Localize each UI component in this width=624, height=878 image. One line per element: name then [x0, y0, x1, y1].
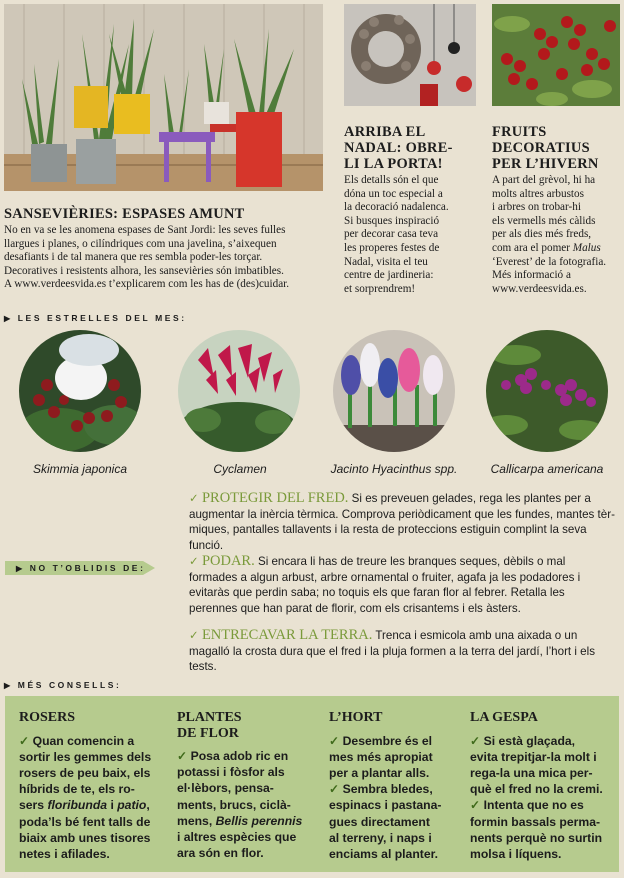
consell-line: què el fred no la cremi. [470, 782, 603, 797]
section-label: LES ESTRELLES DEL MES: [17, 313, 187, 323]
tip-text: Trenca i esmicola amb una aixada o un [372, 629, 578, 642]
consell-line: enciams al planter. [329, 846, 439, 861]
hyacinth-photo [333, 330, 455, 452]
consell-line: el·lèbors, pensa- [177, 781, 274, 796]
text-line: dóna un toc especial a [344, 187, 443, 200]
title-line: DECORATIUS [492, 140, 590, 156]
text-span: com ara el pomer [492, 241, 570, 254]
consell-hort [329, 710, 464, 862]
italic-term: Malus [572, 241, 601, 254]
consell-rosers [19, 710, 164, 862]
sansevieria-photo [4, 4, 323, 191]
consell-text: Posa adob ric en [190, 749, 289, 763]
tip-podar [189, 554, 621, 616]
consell-text: Intenta que no es [483, 798, 584, 813]
consell-text: Si està glaçada, [483, 733, 576, 748]
tip-line [189, 628, 621, 644]
text-line: A www.verdeesvida.es t’explicarem com les has de (des)cuidar. [4, 278, 290, 291]
tip-line: perennes que han parat de florir, com els crisantems i els àsters. [189, 601, 521, 615]
tip-heading: PROTEGIR DEL FRED. [201, 490, 349, 506]
title-line: PER L’HIVERN [492, 156, 599, 172]
title-line: PLANTES [177, 710, 242, 725]
consell-line: ara són en flor. [177, 846, 264, 861]
nadal-body [344, 174, 484, 296]
text-line: www.verdeesvida.es. [492, 282, 587, 295]
consell-line: espinacs i pastana- [329, 798, 442, 813]
text-line: Decoratives i resistents alhora, les sansevièries són imbatibles. [4, 264, 284, 277]
section-estrelles [4, 313, 187, 323]
text-line: ‘Everest’ de la fotografia. [492, 255, 607, 268]
consell-line [470, 733, 616, 749]
text-line: No en va se les anomena espases de Sant Jordi: les seves fulles [4, 224, 286, 236]
section-no-oblidis [16, 563, 146, 573]
consell-line [19, 733, 164, 749]
tip-line [189, 554, 621, 570]
consells-box [5, 696, 619, 872]
consell-line [329, 781, 464, 797]
consell-plantes [177, 710, 317, 861]
text-line: llargues i planes, o cilíndriques com una javelina, s’aixequen [4, 237, 277, 250]
consell-line: per a plantar alls. [329, 765, 430, 780]
consell-title: L’HORT [329, 710, 383, 725]
consell-text: Sembra bledes, [342, 782, 433, 797]
consell-line: poda’ls bé fent talls de [19, 814, 151, 829]
arrow-icon: ▶ [4, 314, 13, 323]
consell-line [329, 733, 464, 749]
text-line: Els detalls són el que [344, 174, 439, 186]
consell-line: sortir les gemmes dels [19, 749, 152, 764]
skimmia-photo [19, 330, 141, 452]
check-icon: ✓ [329, 733, 340, 748]
tip-text: Si es preveuen gelades, rega les plantes per a [348, 492, 591, 505]
italic-term: floribunda [47, 798, 108, 813]
consell-text: Quan comencin a [32, 733, 135, 748]
text-line: Nadal, visita el teu [344, 255, 428, 268]
text-line: els vermells més càlids [492, 214, 596, 227]
tip-text: Si encara li has de treure les branques seques, dèbils o mal [254, 555, 566, 568]
text-line: la decoració nadalenca. [344, 201, 449, 214]
title-line: DE FLOR [177, 725, 239, 741]
consell-line: mes més apropiat [329, 749, 433, 764]
title-line: LI LA PORTA! [344, 156, 443, 172]
tip-heading: PODAR. [201, 553, 255, 569]
consell-gespa [470, 710, 616, 862]
section-label: MÉS CONSELLS: [17, 680, 122, 690]
text-line: i arbres on trobar-hi [492, 201, 581, 214]
tip-line: magalló la crosta dura que el fred i la pluja formen a la terra del jardí, l’hort i els tests. [189, 644, 595, 674]
tip-line: augmentar la inèrcia tèrmica. Comprova periòdicament que les fundes, mantes tèr- [189, 507, 615, 521]
consell-line: rega-la una mica per- [470, 765, 593, 780]
consell-line: evita trepitjar-la molt i [470, 749, 597, 764]
fruits-body [492, 174, 624, 296]
arrow-icon: ▶ [16, 564, 25, 573]
text-line [492, 242, 624, 256]
check-icon: ✓ [470, 798, 481, 813]
callicarpa-photo [486, 330, 608, 452]
title-line: NADAL: OBRE- [344, 140, 453, 156]
text-line: per als dies més freds, [492, 228, 592, 241]
consell-line [177, 813, 317, 829]
star-caption-cyclamen: Cyclamen [213, 462, 267, 476]
check-icon: ✓ [470, 733, 481, 748]
consell-text: Desembre és el [342, 733, 433, 748]
section-mes-consells [4, 680, 121, 690]
title-line: ARRIBA EL [344, 124, 426, 140]
text-line: A part del grèvol, hi ha [492, 174, 596, 186]
christmas-door-photo [344, 4, 476, 106]
tip-line: evitaràs que perdin saba; no toquis els que faran flor al febrer. Retalla les [189, 586, 565, 600]
consell-title: ROSERS [19, 710, 76, 725]
tip-entrecavar [189, 628, 621, 675]
tip-line: formades a algun arbust, arbre ornamental o fruiter, agafa ja les podadores i [189, 570, 581, 584]
consell-line: al terreny, i naps i [329, 830, 432, 845]
text-line: Més informació a [492, 269, 571, 282]
check-icon: ✓ [177, 749, 188, 763]
fruits-title [492, 124, 599, 172]
text-line: molts altres arbustos [492, 187, 584, 200]
check-icon: ✓ [19, 733, 30, 748]
consell-line [470, 797, 616, 813]
tip-protegir [189, 491, 621, 553]
title-line: FRUITS [492, 124, 547, 140]
consell-title: LA GESPA [470, 710, 538, 725]
star-caption-skimmia: Skimmia japonica [32, 462, 128, 476]
consell-line: híbrids de te, els ro- [19, 782, 135, 797]
consell-line: netes i afilades. [19, 846, 110, 861]
check-icon: ✓ [189, 629, 199, 642]
check-icon: ✓ [329, 782, 340, 797]
nadal-title [344, 124, 453, 172]
italic-term: Bellis perennis [215, 813, 303, 828]
consell-line: ments, brucs, ciclà- [177, 797, 291, 812]
tip-line: miques, pantalles tallavents i la resta de proteccions estiguin complint la seva funció. [189, 523, 587, 552]
tip-heading: ENTRECAVAR LA TERRA. [201, 627, 373, 643]
check-icon: ✓ [189, 555, 199, 568]
text-line: desafiants i de tal manera que res sembla poder-les torçar. [4, 251, 263, 264]
star-caption-callicarpa: Callicarpa americana [490, 462, 604, 476]
consell-line: biaix amb unes tisores [19, 830, 151, 845]
consell-line: formin bassals perma- [470, 814, 601, 829]
consell-title [177, 710, 317, 741]
consell-text: sers [19, 798, 45, 813]
star-caption-hyacinth: Jacinto Hyacinthus spp. [330, 462, 458, 476]
sansevieres-body [4, 224, 324, 292]
sansevieres-title: SANSEVIÈRIES: ESPASES AMUNT [4, 206, 245, 222]
consell-line: i altres espècies que [177, 830, 297, 845]
consell-line: nents perquè no surtin [470, 830, 603, 845]
cyclamen-photo [178, 330, 300, 452]
arrow-icon: ▶ [4, 681, 13, 690]
consell-text: i [110, 798, 114, 813]
winter-fruits-photo [492, 4, 620, 106]
consell-line: rosers de peu baix, els [19, 765, 151, 780]
consell-line [19, 797, 164, 813]
text-line: per decorar casa teva [344, 228, 439, 241]
text-line: centre de jardineria: [344, 269, 434, 282]
italic-term: patio [117, 798, 147, 813]
tip-line [189, 491, 621, 507]
consell-line: molsa i líquens. [470, 846, 562, 861]
consell-text: , [146, 798, 150, 813]
consell-line: potassi i fòsfor als [177, 765, 285, 780]
text-line: Si busques inspiració [344, 214, 440, 227]
check-icon: ✓ [189, 492, 199, 505]
text-line: et sorprendrem! [344, 282, 416, 295]
section-label: NO T’OBLIDIS DE: [29, 563, 146, 573]
consell-line: gues directament [329, 814, 430, 829]
text-line: les properes festes de [344, 241, 440, 254]
consell-text: mens, [177, 813, 213, 828]
consell-line [177, 748, 317, 764]
